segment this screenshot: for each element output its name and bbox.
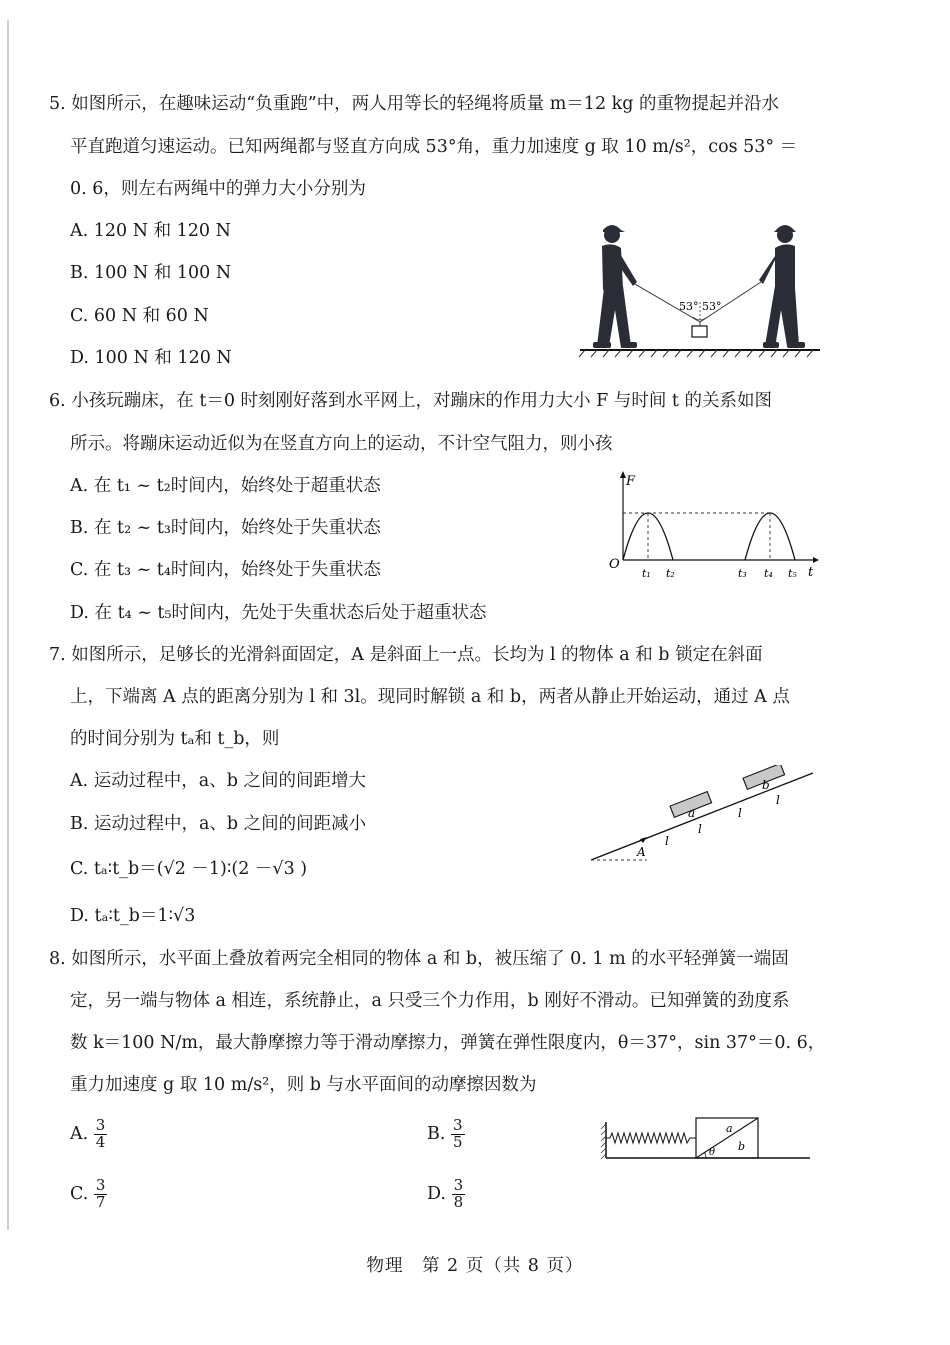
q8-option-c — [70, 1178, 107, 1211]
scan-edge — [7, 20, 9, 1230]
q7-label-a: a — [688, 806, 696, 820]
q5-option-b: B. 100 N 和 100 N — [70, 263, 232, 283]
q7-label-b: b — [762, 778, 770, 792]
q8-line3: 数 k＝100 N/m，最大静摩擦力等于滑动摩擦力，弹簧在弹性限度内，θ＝37°，sin 37°＝0. 6， — [70, 1033, 826, 1053]
q6-origin-O: O — [609, 557, 620, 572]
person-right — [759, 225, 805, 348]
q6-line2: 所示。将蹦床运动近似为在竖直方向上的运动，不计空气阻力，则小孩 — [70, 434, 613, 454]
q6-axis-F: F — [626, 474, 636, 489]
person-left — [593, 225, 637, 348]
numerator: 3 — [95, 1176, 106, 1194]
q6-tick-t1: t₁ — [642, 567, 651, 580]
denominator: 5 — [453, 1132, 463, 1151]
q8-option-a-fraction — [94, 1118, 108, 1151]
numerator: 3 — [95, 1116, 106, 1134]
q5-angle-right: 53° — [702, 300, 722, 313]
q5-line1: 5. 如图所示，在趣味运动“负重跑”中，两人用等长的轻绳将质量 m＝12 kg 的重物提起并沿水 — [49, 94, 780, 114]
numerator: 3 — [453, 1176, 464, 1194]
q6-figure-force-time-graph — [605, 470, 820, 590]
q6-tick-t4: t₄ — [764, 567, 773, 580]
q8-option-b — [427, 1118, 465, 1151]
q6-option-c: C. 在 t₃ ~ t₄时间内，始终处于失重状态 — [70, 560, 381, 580]
numerator: 3 — [453, 1116, 463, 1134]
q7-line1: 7. 如图所示，足够长的光滑斜面固定，A 是斜面上一点。长均为 l 的物体 a 和 b 锁定在斜面 — [49, 645, 763, 665]
q6-tick-t2: t₂ — [666, 567, 675, 580]
q8-figure-spring-blocks — [598, 1112, 813, 1162]
q8-label-theta: θ — [709, 1147, 716, 1158]
q7-line3: 的时间分别为 tₐ和 t_b，则 — [70, 729, 280, 749]
q7-option-d: D. tₐ∶t_b＝1∶√3 — [70, 906, 196, 926]
q6-axis-t: t — [808, 565, 814, 580]
q8-option-b-fraction — [451, 1118, 465, 1151]
q8-line2: 定，另一端与物体 a 相连，系统静止，a 只受三个力作用，b 刚好不滑动。已知弹簧的劲度系 — [70, 991, 790, 1011]
q7-label-l: l — [776, 793, 780, 807]
q6-line1: 6. 小孩玩蹦床，在 t＝0 时刻刚好落到水平网上，对蹦床的作用力大小 F 与时间 t 的关系如图 — [49, 391, 772, 411]
q8-line4: 重力加速度 g 取 10 m/s²，则 b 与水平面间的动摩擦因数为 — [70, 1075, 537, 1095]
q5-line2: 平直跑道匀速运动。已知两绳都与竖直方向成 53°角，重力加速度 g 取 10 m/s²，cos 53° ＝ — [70, 137, 798, 157]
q7-line2: 上，下端离 A 点的距离分别为 l 和 3l。现同时解锁 a 和 b，两者从静止开始运动，通过 A 点 — [70, 687, 790, 707]
denominator: 8 — [453, 1192, 464, 1211]
q6-tick-t3: t₃ — [738, 567, 747, 580]
q8-option-a-label: A. — [70, 1123, 89, 1144]
q7-label-l: l — [738, 806, 742, 820]
q6-option-d: D. 在 t₄ ~ t₅时间内，先处于失重状态后处于超重状态 — [70, 603, 487, 623]
denominator: 7 — [95, 1192, 106, 1211]
q5-option-d: D. 100 N 和 120 N — [70, 348, 232, 368]
q7-option-a: A. 运动过程中，a、b 之间的间距增大 — [70, 771, 366, 791]
q8-option-c-fraction — [94, 1178, 108, 1211]
page-footer: 物理 第 2 页（共 8 页） — [366, 1256, 584, 1276]
q6-option-b: B. 在 t₂ ~ t₃时间内，始终处于失重状态 — [70, 518, 381, 538]
q8-line1: 8. 如图所示，水平面上叠放着两完全相同的物体 a 和 b，被压缩了 0. 1 m 的水平轻弹簧一端固 — [49, 949, 789, 969]
q5-option-a: A. 120 N 和 120 N — [70, 221, 231, 241]
q7-figure-incline — [585, 765, 815, 865]
q5-line3: 0. 6，则左右两绳中的弹力大小分别为 — [70, 179, 366, 199]
q8-label-b: b — [738, 1140, 746, 1153]
q8-option-a — [70, 1118, 107, 1151]
q8-option-c-label: C. — [70, 1183, 89, 1204]
q8-option-b-label: B. — [427, 1123, 446, 1144]
q7-label-A: A — [637, 845, 646, 859]
q7-label-l: l — [665, 834, 669, 848]
denominator: 4 — [95, 1132, 106, 1151]
q5-option-c: C. 60 N 和 60 N — [70, 306, 209, 326]
q7-option-c: C. tₐ∶t_b＝(√2 －1)∶(2 －√3 ) — [70, 859, 308, 879]
q5-figure-two-people — [575, 218, 825, 358]
q8-option-d-fraction — [452, 1178, 466, 1211]
q8-option-d — [427, 1178, 465, 1211]
q6-tick-t5: t₅ — [788, 567, 797, 580]
q7-label-l: l — [698, 822, 702, 836]
q5-angle-left: 53° — [679, 300, 699, 313]
q7-option-b: B. 运动过程中，a、b 之间的间距减小 — [70, 814, 367, 834]
q8-option-d-label: D. — [427, 1183, 446, 1204]
q8-label-a: a — [726, 1122, 733, 1135]
q6-option-a: A. 在 t₁ ~ t₂时间内，始终处于超重状态 — [70, 476, 381, 496]
